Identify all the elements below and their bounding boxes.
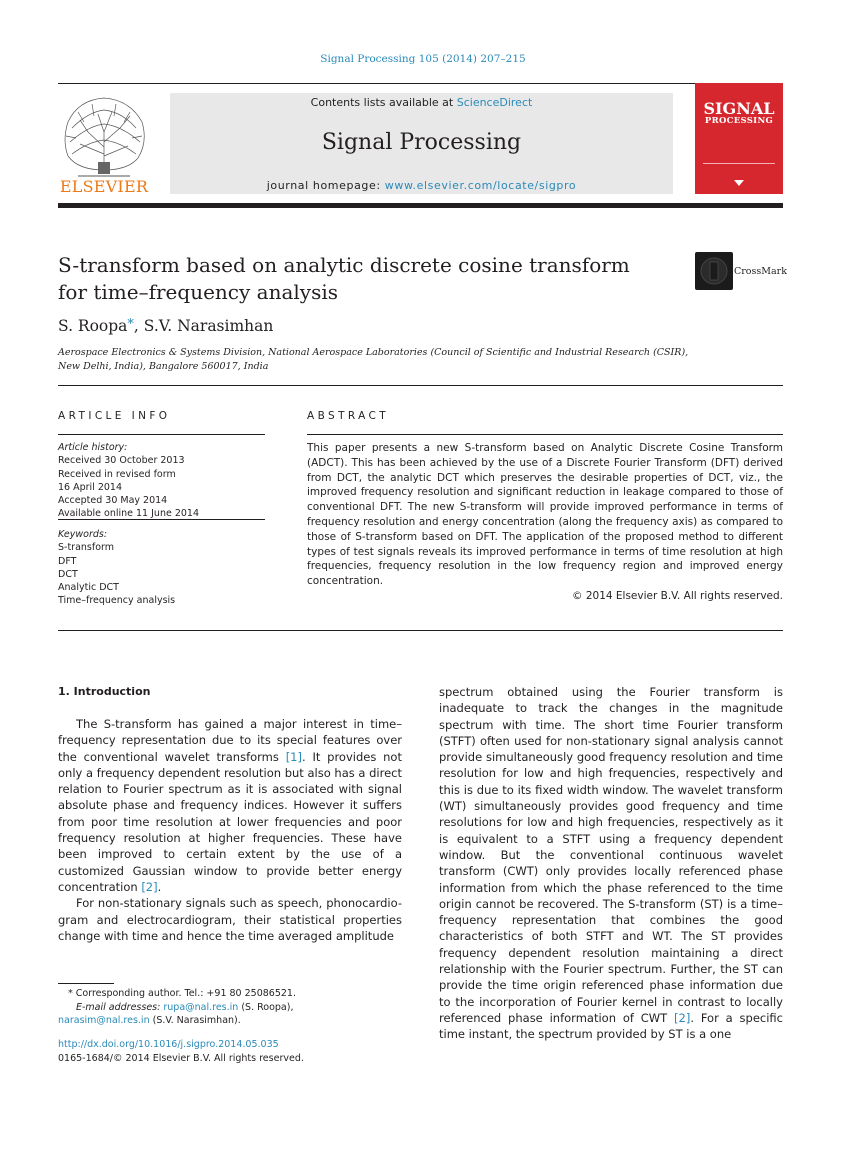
keyword-item: DCT xyxy=(58,568,78,580)
corresponding-author-text: Corresponding author. Tel.: +91 80 25086521. xyxy=(72,988,296,999)
abstract-bottom-rule xyxy=(58,630,783,631)
affiliation-line-2: New Delhi, India), Bangalore 560017, India xyxy=(58,360,269,372)
journal-cover-image xyxy=(695,83,783,194)
elsevier-wordmark: ELSEVIER xyxy=(59,177,149,196)
paragraph-text: . It provides not only a frequency dependent resolution but also has a direct relation to Fourier spectrum as it is associated with signal absolute phase and frequency indices. However it suffers from poor time resolution at lower frequencies and poor frequency resolution at higher frequencies. These have been improved to certain extent by the use of a customized Gaussian window to provide better energy concentration xyxy=(58,749,402,894)
cover-divider xyxy=(703,163,775,164)
body-column-left xyxy=(58,716,402,944)
header-bottom-rule xyxy=(58,203,783,208)
journal-name: Signal Processing xyxy=(321,130,522,155)
homepage-prefix: journal homepage: xyxy=(266,179,385,192)
journal-homepage-line xyxy=(170,179,673,192)
paragraph-continued xyxy=(439,684,783,1043)
footnote-mark: * xyxy=(68,988,73,999)
doi-link[interactable]: http://dx.doi.org/10.1016/j.sigpro.2014.05.035 xyxy=(58,1039,279,1050)
citation-ref-2[interactable]: [2] xyxy=(674,1010,691,1025)
article-history xyxy=(58,441,265,521)
abstract-text: This paper presents a new S-transform based on Analytic Discrete Cosine Transform (ADCT). This has been achieved by the use of a Discrete Fourier Transform (DFT) derived from DCT, the analytic DCT which preserves the desirable properties of DCT, viz., the improved frequency resolution and significant reduction in leakage compared to those of conventional DFT. The new S-transform will provide improved performance in terms of frequency resolution and energy concentration (along the frequency axis) as compared to those of S-transform based on DFT. The application of the proposed method to different types of test signals reveals its improved performance in terms of time resolution at high frequencies, frequency resolution in the low frequency region and improved energy concentration. xyxy=(307,442,783,588)
author-roopa: S. Roopa xyxy=(58,317,128,335)
history-label: Article history: xyxy=(58,442,128,453)
footnote xyxy=(58,987,402,1028)
body-column-right xyxy=(439,684,783,1043)
article-info-heading: ARTICLE INFO xyxy=(58,410,171,422)
email-label: E-mail addresses: xyxy=(76,1001,164,1013)
title-line-1: S-transform based on analytic discrete cosine transform xyxy=(58,253,630,277)
history-item: Accepted 30 May 2014 xyxy=(58,495,168,507)
abstract-copyright: © 2014 Elsevier B.V. All rights reserved. xyxy=(572,590,783,602)
paragraph-text: spectrum obtained using the Fourier transform is inadequate to track the changes in the magnitude spectrum with time. The short time Fourier transform (STFT) often used for non-stationary signal analysis cannot provide simultaneously good frequency resolution and time resolution for low and high frequencies, respectively and this is due to its fixed width window. The wavelet transform (WT) simultaneously provides good frequency and time resolutions for low and high frequencies, respectively as it is equivalent to a STFT using a frequency dependent window. But the conventional continuous wavelet transform (CWT) only provides locally referenced phase information from which the phase referenced to the time origin cannot be recovered. The S-transform (ST) is a time–frequency representation that combines the good characteristics of both STFT and WT. The ST provides frequency dependent resolution maintaining a direct relationship with the Fourier spectrum. Further, the ST can provide the time origin referenced phase information due to the incorporation of Fourier kernel in contrast to locally referenced phase information of CWT xyxy=(439,685,783,1025)
contents-lists-line xyxy=(170,96,673,109)
corresponding-author-note xyxy=(58,987,402,1001)
affiliation-line-1: Aerospace Electronics & Systems Division, National Aerospace Laboratories (Council of Scientific and Industrial Research (CSIR), xyxy=(58,347,689,358)
paragraph-text: The S-transform has gained a major interest in time–frequency representation due to its special features over the conventional wavelet transforms xyxy=(58,717,402,764)
email-owner: (S.V. Narasimhan). xyxy=(149,1015,241,1026)
title-line-2: for time–frequency analysis xyxy=(58,280,338,304)
email-line-2 xyxy=(58,1014,402,1028)
affiliation xyxy=(58,346,758,373)
doi-block xyxy=(58,1038,304,1065)
corresponding-author-mark[interactable]: * xyxy=(127,317,134,332)
citation-ref-2[interactable]: [2] xyxy=(141,879,158,894)
abstract-heading: ABSTRACT xyxy=(307,410,390,422)
sciencedirect-link[interactable]: ScienceDirect xyxy=(456,96,533,109)
footnote-rule xyxy=(58,983,114,984)
article-title xyxy=(58,252,678,306)
journal-masthead xyxy=(170,93,673,194)
issn-copyright: 0165-1684/© 2014 Elsevier B.V. All rights reserved. xyxy=(58,1052,304,1064)
citation-ref-1[interactable]: [1] xyxy=(285,749,302,764)
crossmark-label[interactable]: CrossMark xyxy=(734,266,787,277)
author-list xyxy=(58,317,273,335)
cover-title-line1: SIGNAL xyxy=(703,99,775,118)
crossmark-icon[interactable] xyxy=(695,252,733,290)
cover-title-line2: PROCESSING xyxy=(704,116,774,126)
keywords-label: Keywords: xyxy=(58,529,108,540)
keyword-item: Analytic DCT xyxy=(58,582,119,594)
header-top-rule xyxy=(58,83,783,84)
cover-title xyxy=(695,101,783,126)
history-item: Received 30 October 2013 xyxy=(58,455,185,467)
paragraph: For non-stationary signals such as speech, phonocardio-gram and electrocardiogram, their statistical properties change with time and hence the time averaged amplitude xyxy=(58,896,402,943)
keyword-item: DFT xyxy=(58,555,77,567)
email-link-narasimhan[interactable]: narasim@nal.res.in xyxy=(58,1015,150,1026)
email-line xyxy=(58,1001,402,1015)
abstract-rule-top xyxy=(307,434,783,435)
contents-prefix: Contents lists available at xyxy=(310,96,457,109)
section-heading-introduction: 1. Introduction xyxy=(58,685,151,698)
article-info-rule-mid xyxy=(58,519,265,520)
journal-citation[interactable]: Signal Processing 105 (2014) 207–215 xyxy=(320,53,526,65)
article-info-rule-top xyxy=(58,434,265,435)
keyword-item: S-transform xyxy=(58,542,115,554)
paragraph-text: . For a specific time instant, the spectrum provided by ST is a one xyxy=(439,1010,783,1042)
email-link-roopa[interactable]: rupa@nal.res.in xyxy=(163,1001,239,1013)
journal-homepage-link[interactable]: www.elsevier.com/locate/sigpro xyxy=(384,179,577,192)
paragraph xyxy=(58,716,402,895)
history-item: 16 April 2014 xyxy=(58,481,123,493)
keywords xyxy=(58,528,265,608)
cover-publisher-icon xyxy=(733,179,745,187)
author-narasimhan: , S.V. Narasimhan xyxy=(133,317,274,335)
paragraph-text: . xyxy=(157,879,162,894)
email-owner: (S. Roopa), xyxy=(238,1001,294,1013)
title-block-rule xyxy=(58,385,783,386)
history-item: Available online 11 June 2014 xyxy=(58,508,200,520)
history-item: Received in revised form xyxy=(58,468,176,480)
keyword-item: Time–frequency analysis xyxy=(58,595,176,607)
